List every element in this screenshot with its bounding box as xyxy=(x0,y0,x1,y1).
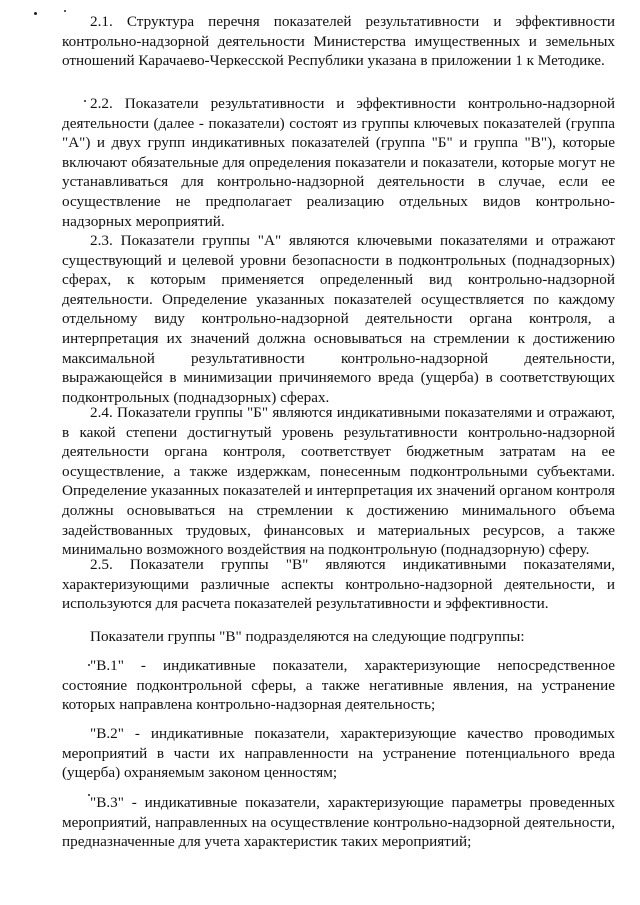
paragraph-subgroup-v2: "В.2" - индикативные показатели, характеризующие качество проводимых мероприятий в части их направленности на устранение потенциального вреда (ущерба) охраняемым законом ценностям; xyxy=(62,725,615,782)
scan-speck xyxy=(64,10,66,12)
scan-speck xyxy=(88,664,90,666)
scan-speck xyxy=(84,100,86,102)
paragraph-subgroup-v3: "В.3" - индикативные показатели, характеризующие параметры проведенных мероприятий, направленных на осуществление контрольно-надзорной деятельности, предназначенные для учета характеристик таких мероприятий; xyxy=(62,794,615,851)
paragraph-2-4: 2.4. Показатели группы "Б" являются индикативными показателями и отражают, в какой степени достигнутый уровень результативности контрольно-надзорной деятельности органа контроля, соответствует бюджетным затратам на ее осуществление, а также издержкам, понесенным подконтрольными субъектами. Определение указанных показателей и интерпретация их значений органом контроля должны основываться на стремлении к достижению минимального объема задействованных трудовых, финансовых и материальных ресурсов, а также минимально возможного воздействия на подконтрольную (поднадзорную) сферу. xyxy=(62,404,615,559)
paragraph-2-1: 2.1. Структура перечня показателей результативности и эффективности контрольно-надзорной деятельности Министерства имущественных и земельных отношений Карачаево-Черкесской Республики указана в приложении 1 к Методике. xyxy=(62,13,615,70)
paragraph-2-3: 2.3. Показатели группы "А" являются ключевыми показателями и отражают существующий и целевой уровни безопасности в подконтрольных (поднадзорных) сферах, к которым применяется определенный вид контрольно-надзорной деятельности. Определение указанных показателей осуществляется по каждому отдельному виду контрольно-надзорной деятельности органа контроля, а интерпретация их значений должна основываться на стремлении к достижению максимальной результативности контрольно-надзорной деятельности, выражающейся в минимизации причиняемого вреда (ущерба) в соответствующих подконтрольных (поднадзорных) сферах. xyxy=(62,232,615,406)
scan-speck xyxy=(34,12,37,15)
paragraph-subgroups-intro: Показатели группы "В" подразделяются на следующие подгруппы: xyxy=(90,628,525,645)
paragraph-subgroup-v1: "В.1" - индикативные показатели, характеризующие непосредственное состояние подконтрольной сферы, а также негативные явления, на устранение которых направлена контрольно-надзорная деятельность; xyxy=(62,657,615,714)
paragraph-2-5: 2.5. Показатели группы "В" являются индикативными показателями, характеризующими различные аспекты контрольно-надзорной деятельности, и используются для расчета показателей результативности и эффективности. xyxy=(62,556,615,613)
paragraph-2-2: 2.2. Показатели результативности и эффективности контрольно-надзорной деятельности (далее - показатели) состоят из группы ключевых показателей (группа "А") и двух групп индикативных показателей (группа "Б" и группа "В"), которые включают обязательные для определения показатели и показатели, которые могут не устанавливаться для контрольно-надзорной деятельности в случае, если ее осуществление не предполагает реализацию отдельных видов контрольно-надзорных мероприятий. xyxy=(62,95,615,230)
scan-speck xyxy=(88,794,90,796)
